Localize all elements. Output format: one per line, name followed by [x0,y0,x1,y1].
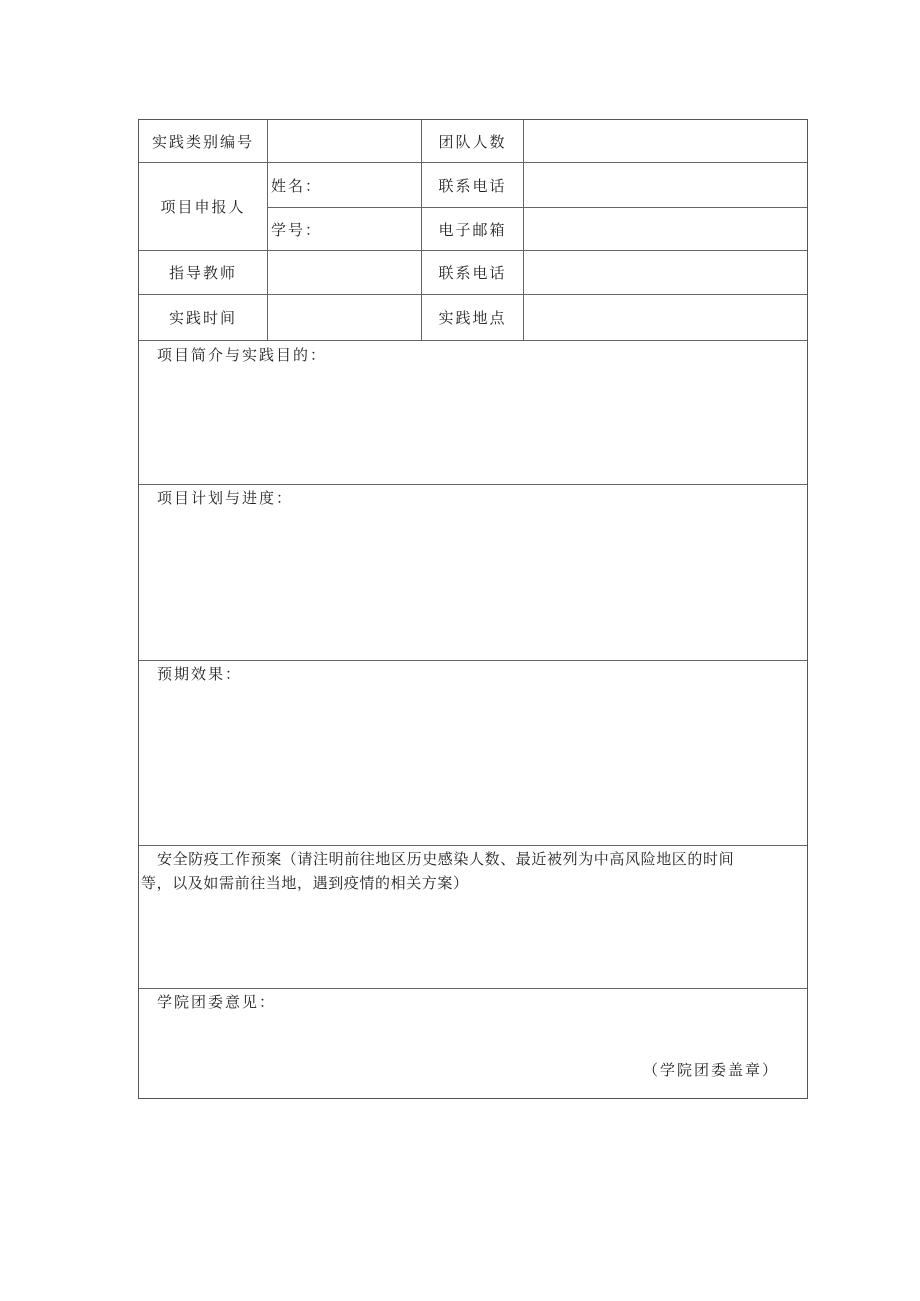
applicant-email-field[interactable] [524,208,807,250]
committee-opinion-label: 学院团委意见： [157,993,277,1011]
advisor-phone-field[interactable] [524,251,807,294]
plan-section[interactable] [139,485,807,660]
practice-time-field[interactable] [268,295,421,340]
practice-time-label: 实践时间 [168,309,237,327]
safety-plan-section[interactable] [139,846,807,988]
advisor-label: 指导教师 [168,264,237,282]
practice-location-label: 实践地点 [438,309,507,327]
applicant-student-id-label: 学号： [271,220,323,239]
safety-plan-label-line2: 等，以及如需前往当地，遇到疫情的相关方案） [141,874,469,892]
committee-stamp-note: （学院团委盖章） [643,1061,780,1079]
outcome-label: 预期效果： [157,665,243,683]
safety-plan-label-line1: 安全防疫工作预案（请注明前往地区历史感染人数、最近被列为中高风险地区的时间 [157,850,735,868]
applicant-name-field[interactable] [268,163,421,207]
committee-opinion-section[interactable] [139,989,807,1098]
advisor-field[interactable] [268,251,421,294]
applicant-email-label: 电子邮箱 [438,220,507,239]
category-number-field[interactable] [268,120,421,162]
applicant-name-label: 姓名： [271,176,323,195]
applicant-label: 项目申报人 [160,198,246,216]
applicant-phone-field[interactable] [524,163,807,207]
applicant-student-id-field[interactable] [268,208,421,250]
team-size-label: 团队人数 [438,132,507,151]
intro-section[interactable] [139,341,807,484]
outcome-section[interactable] [139,661,807,845]
plan-label: 项目计划与进度： [157,489,294,507]
intro-label: 项目简介与实践目的： [157,346,328,364]
practice-location-field[interactable] [524,295,807,340]
advisor-phone-label: 联系电话 [438,264,507,282]
applicant-phone-label: 联系电话 [438,176,507,195]
category-number-label: 实践类别编号 [151,132,254,151]
team-size-field[interactable] [524,120,807,162]
application-form-table [138,119,808,1099]
